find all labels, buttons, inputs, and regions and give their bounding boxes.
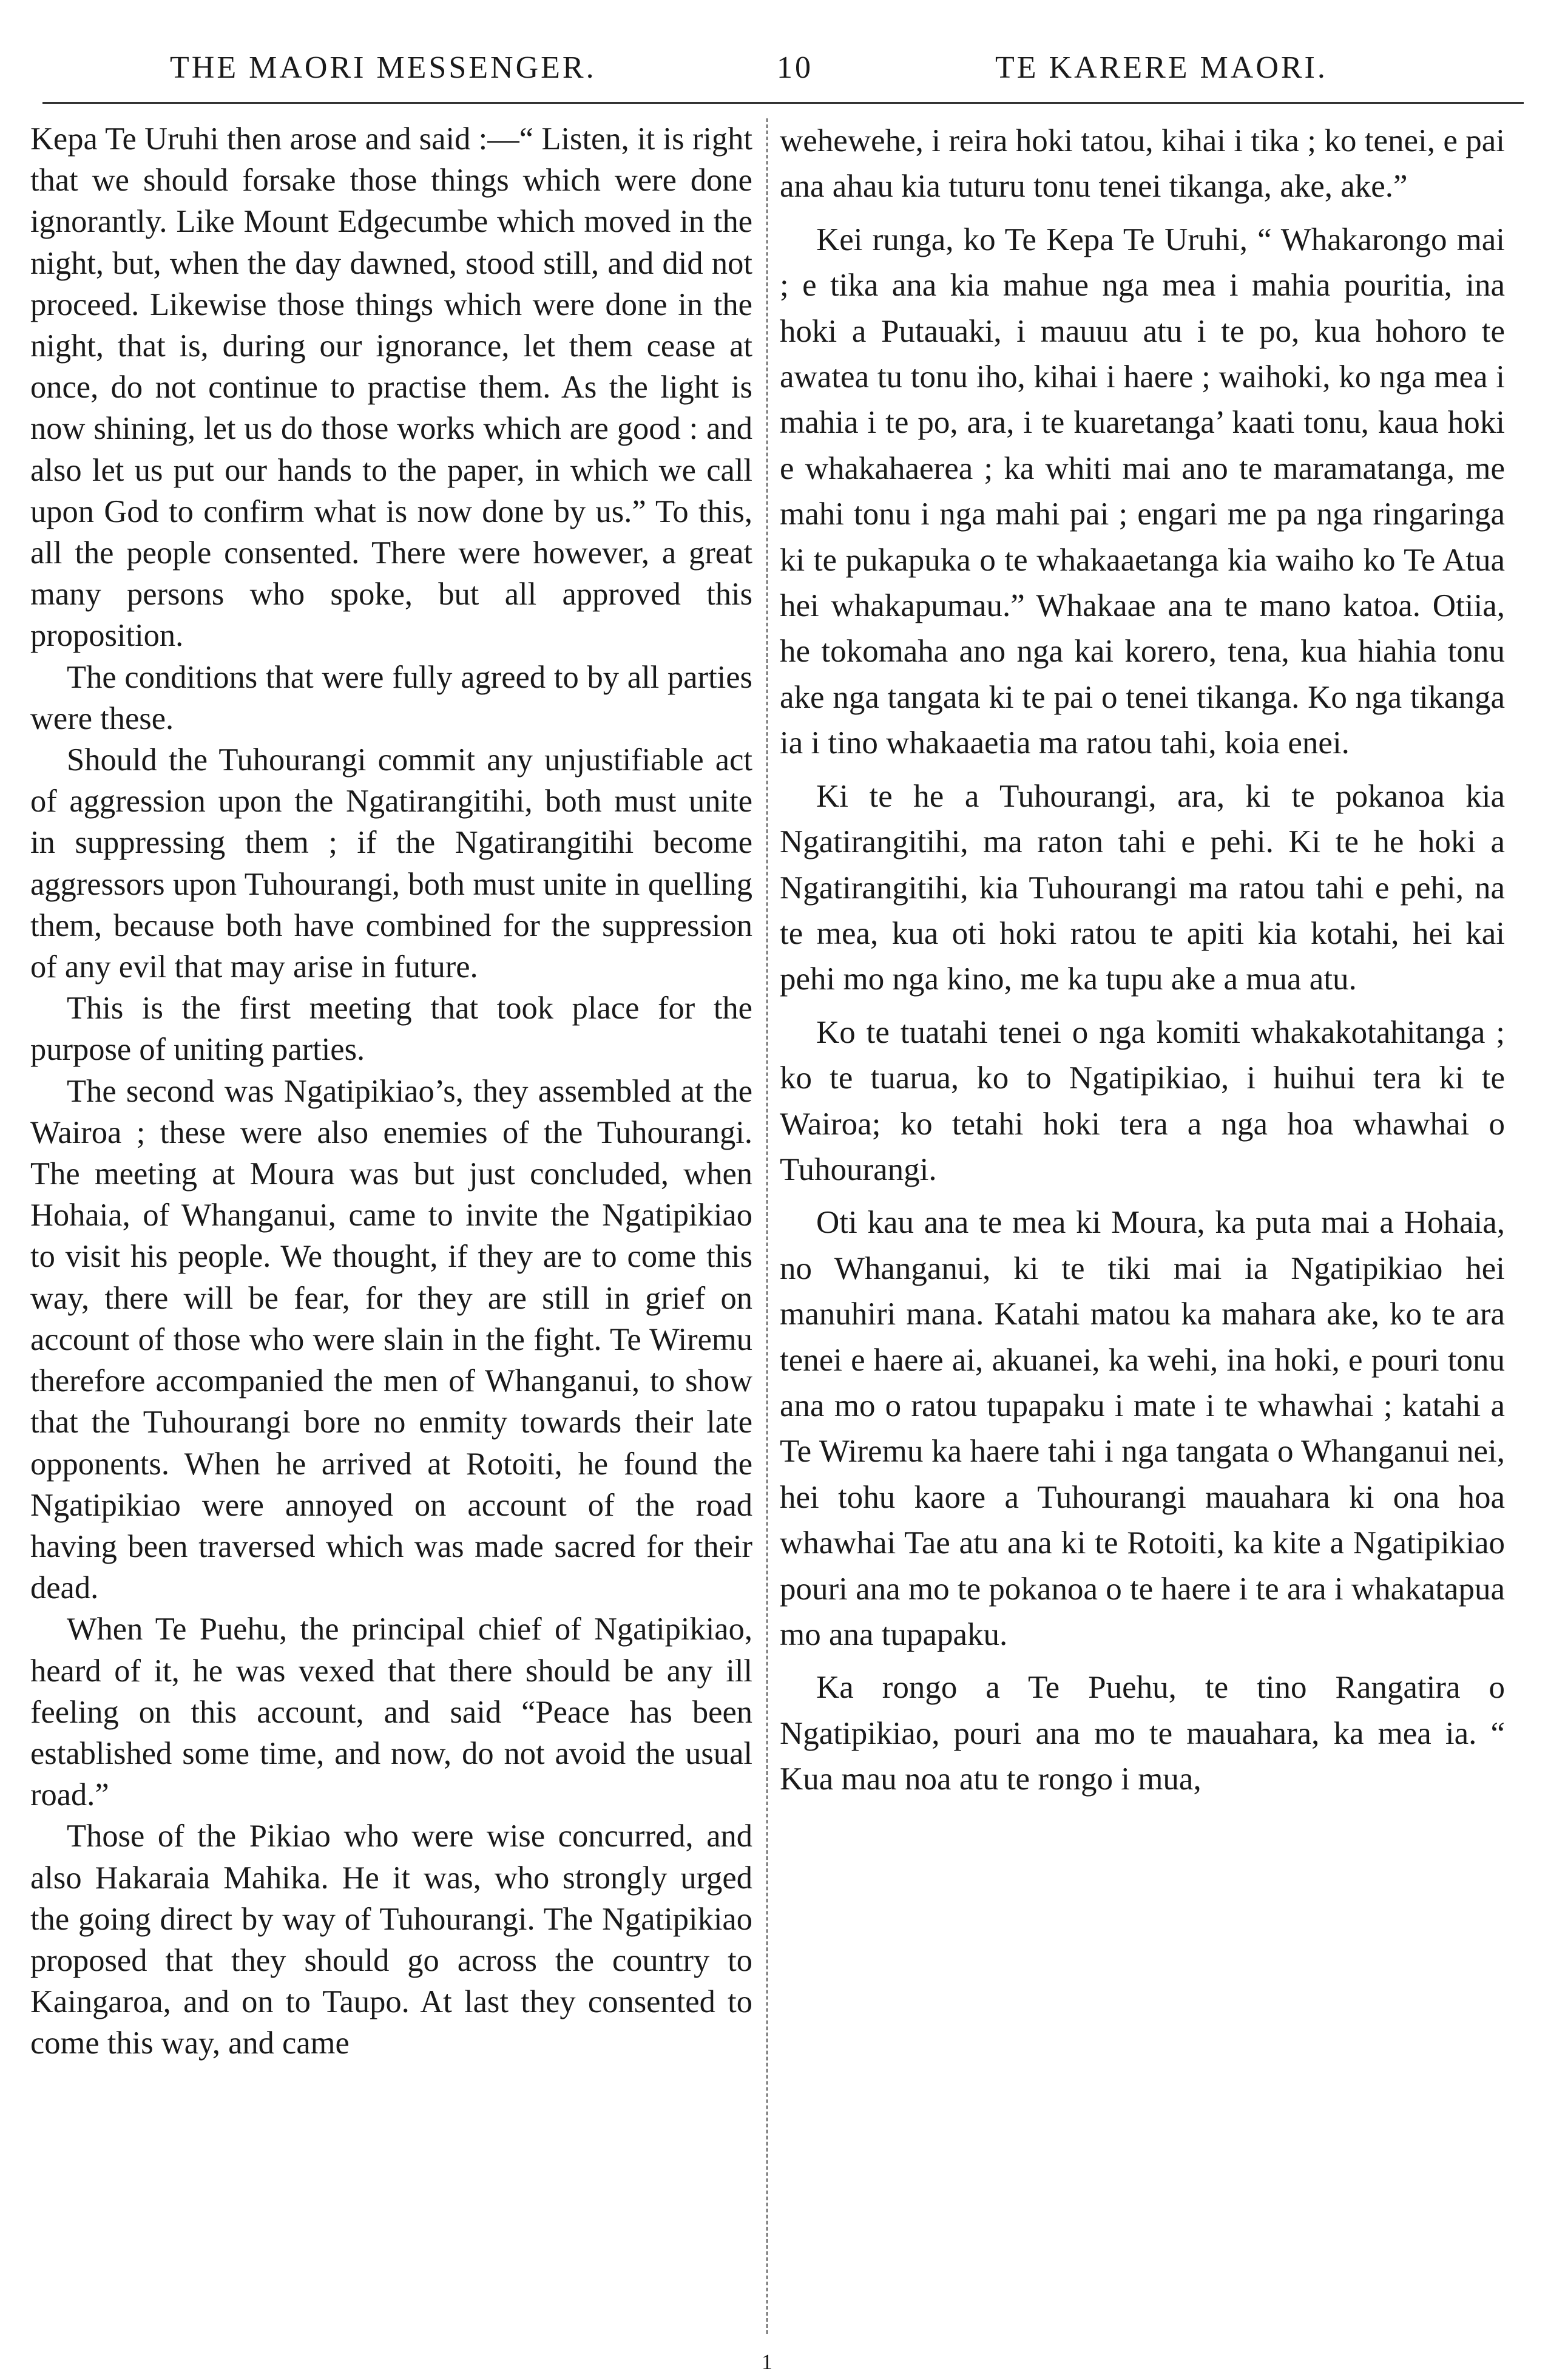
header-english-title: THE MAORI MESSENGER. (170, 50, 597, 85)
maori-paragraph: wehewehe, i reira hoki tatou, kihai i tika ; ko tenei, e pai ana ahau kia tuturu tonu tenei tikanga, ake, ake.” (780, 123, 1505, 205)
english-paragraph: Those of the Pikiao who were wise concurred, and also Hakaraia Mahika. He it was, who strongly urged the going direct by way of Tuhourangi. The Ngatipikiao proposed that they should go across the country to Kaingaroa, and on to Taupo. At last they consented to come this way, and came (30, 1819, 752, 2061)
english-paragraph: This is the first meeting that took place for the purpose of uniting parties. (30, 991, 752, 1068)
maori-column (780, 118, 1505, 2334)
maori-paragraph: Ko te tuatahi tenei o nga komiti whakakotahitanga ; ko te tuarua, ko to Ngatipikiao, i huihui tera ki te Wairoa; ko tetahi hoki tera a nga hoa whawhai o Tuhourangi. (780, 1014, 1505, 1187)
header-maori-title: TE KARERE MAORI. (995, 50, 1328, 85)
maori-paragraph: Ki te he a Tuhourangi, ara, ki te pokanoa kia Ngatirangitihi, ma raton tahi e pehi. Ki te he hoki a Ngatirangitihi, kia Tuhourangi ma ratou tahi e pehi, na te mea, kua oti hoki ratou te apiti kia kotahi, hei kai pehi mo nga kino, me ka tupu ake a mua atu. (780, 778, 1505, 997)
page-number: 10 (777, 50, 813, 85)
header-rule (42, 102, 1524, 104)
maori-paragraph: Kei runga, ko Te Kepa Te Uruhi, “ Whakarongo mai ; e tika ana kia mahue nga mea i mahia pouritia, ina hoki a Putauaki, i mauuu atu i te po, kua hohoro te awatea tu tonu iho, kihai i haere ; waihoki, ko nga mea i mahia i te po, ara, i te kuaretanga’ kaati tonu, kaua hoki e whakahaerea ; ka whiti mai ano te maramatanga, me mahi tonu i nga mahi pai ; engari me pa nga ringaringa ki te pukapuka o te whakaaetanga kia waiho ko Te Atua hei whakapumau.” Whakaae ana te mano katoa. Otiia, he tokomaha ano nga kai korero, tena, kua hiahia tonu ake nga tangata ki te pai o tenei tikanga. Ko nga tikanga ia i tino whakaaetia ma ratou tahi, koia enei. (780, 222, 1505, 761)
english-paragraph: Should the Tuhourangi commit any unjustifiable act of aggression upon the Ngatirangitihi, both must unite in suppressing them ; if the Ngatirangitihi become aggressors upon Tuhourangi, both must unite in quelling them, because both have combined for the suppression of any evil that may arise in future. (30, 742, 752, 985)
english-paragraph: The second was Ngatipikiao’s, they assembled at the Wairoa ; these were also enemies of the Tuhourangi. The meeting at Moura was but just concluded, when Hohaia, of Whanganui, came to invite the Ngatipikiao to visit his people. We thought, if they are to come this way, there will be fear, for they are still in grief on account of those who were slain in the fight. Te Wiremu therefore accompanied the men of Whanganui, to show that the Tuhourangi bore no enmity towards their late opponents. When he arrived at Rotoiti, he found the Ngatipikiao were annoyed on account of the road having been traversed which was made sacred for their dead. (30, 1073, 752, 1606)
english-paragraph: Kepa Te Uruhi then arose and said :—“ Listen, it is right that we should forsake those things which were done ignorantly. Like Mount Edgecumbe which moved in the night, but, when the day dawned, stood still, and did not proceed. Likewise those things which were done in the night, that is, during our ignorance, let them cease at once, do not continue to practise them. As the light is now shining, let us do those works which are good : and also let us put our hands to the paper, in which we call upon God to confirm what is now done by us.” To this, all the people consented. There were however, a great many persons who spoke, but all approved this proposition. (30, 121, 752, 654)
column-divider (766, 118, 768, 2334)
english-column (30, 118, 752, 2334)
text-columns (30, 118, 1505, 2334)
page-header (30, 42, 1506, 103)
english-paragraph: The conditions that were fully agreed to by all parties were these. (30, 659, 752, 736)
english-paragraph: When Te Puehu, the principal chief of Ngatipikiao, heard of it, he was vexed that there should be any ill feeling on this account, and said “Peace has been established some time, and now, do not avoid the usual road.” (30, 1612, 752, 1813)
footer-mark: 1 (762, 2350, 772, 2374)
maori-paragraph: Ka rongo a Te Puehu, te tino Rangatira o Ngatipikiao, pouri ana mo te mauahara, ka mea ia. “ Kua mau noa atu te rongo i mua, (780, 1670, 1505, 1797)
maori-paragraph: Oti kau ana te mea ki Moura, ka puta mai a Hohaia, no Whanganui, ki te tiki mai ia Ngatipikiao hei manuhiri mana. Katahi matou ka mahara ake, ko te ara tenei e haere ai, akuanei, ka wehi, ina hoki, e pouri tonu ana mo o ratou tupapaku i mate i te whawhai ; katahi a Te Wiremu ka haere tahi i nga tangata o Whanganui nei, hei tohu kaore a Tuhourangi mauahara ki ona hoa whawhai Tae atu ana ki te Rotoiti, ka kite a Ngatipikiao pouri ana mo te pokanoa o te haere i te ara i whakatapua mo ana tupapaku. (780, 1205, 1505, 1652)
